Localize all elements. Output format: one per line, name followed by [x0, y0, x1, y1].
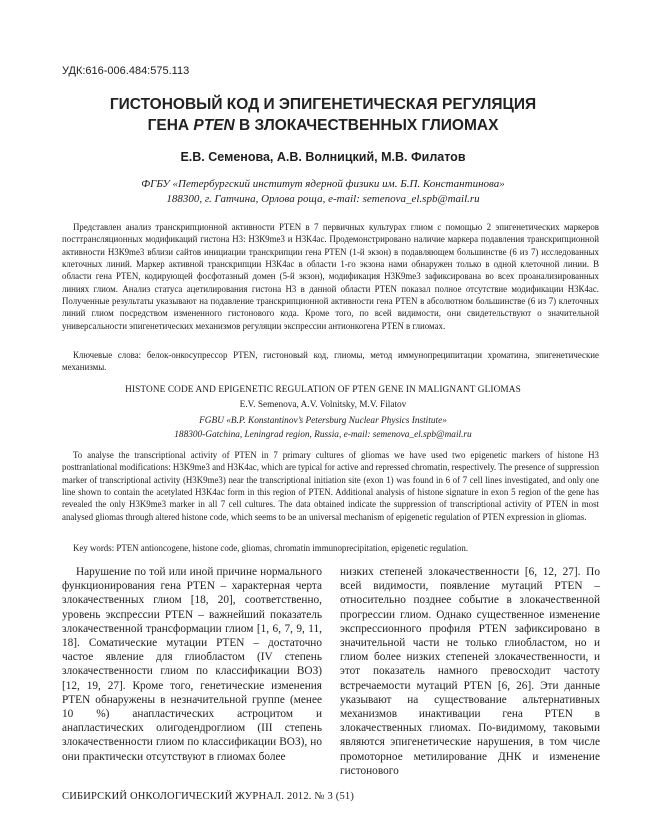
affiliation-line-1: ФГБУ «Петербургский институт ядерной физики им. Б.П. Константинова»: [141, 178, 505, 190]
english-authors: E.V. Semenova, A.V. Volnitsky, M.V. Filatov: [239, 400, 407, 410]
english-affiliation-line-2: 188300-Gatchina, Leningrad region, Russia, e-mail: semenova_el.spb@mail.ru: [174, 430, 472, 440]
title-gene: PTEN: [193, 117, 235, 134]
authors: Е.В. Семенова, А.В. Волницкий, М.В. Филатов: [180, 150, 466, 164]
journal-footer: СИБИРСКИЙ ОНКОЛОГИЧЕСКИЙ ЖУРНАЛ. 2012. № 3 (51): [62, 791, 355, 802]
article-title: [40, 94, 606, 136]
english-affiliation-line-1: FGBU «B.P. Konstantinov’s Petersburg Nuclear Physics Institute»: [199, 416, 447, 426]
abstract-ru: Представлен анализ транскрипционной активности PTEN в 7 первичных культурах глиом с помощью 2 эпигенетических маркеров посттрансляционных модификаций гистона Н3: Н3К9me3 и Н3К4ас. Продемонстрировано наличие маркера подавления транскрипционной активности Н3К9me3 вблизи сайтов инициации транскрипции гена PTEN (1-й экзон) в подавляющем большинстве (6 из 7) исследованных клеточных линий. Маркер активной транскрипции Н3К4ас в области 1-го экзона нами обнаружен только в одной клеточной линии. В области гена PTEN, кодирующей фосфотазный домен (5-й экзон), модификация Н3К9me3 зафиксирована во всех проанализированных линиях глиом. Анализ статуса ацетилирования гистона Н3 в данной области PTEN показал полное отсутствие модификации Н3К4ас. Полученные результаты указывают на подавление транскрипционной активности гена PTEN в абсолютном большинстве (6 из 7) клеточных линий глиом посредством измененного гистонового кода. Кроме того, по всей видимости, они свидетельствуют о значительной универсальности эпигенетических механизмов регуляции экспрессии антионкогена PTEN в глиомах.: [62, 222, 599, 331]
body-column-left: Нарушение по той или иной причине нормального функционирования гена PTEN – характерная черта злокачественных глиом [18, 20], соответственно, уровень экспрессии PTEN – важнейший показатель злокачественной трансформации глиом [1, 6, 7, 9, 11, 18]. Соматические мутации PTEN – достаточно частое явление для глиобластом (IV степень злокачественности глиом по классификации ВОЗ) [12, 19, 27]. Кроме того, генетические изменения PTEN обнаружены в незначительной группе (менее 10 %) анапластических астроцитом и анапластических олигодендроглиом (III степень злокачественности глиом по классификации ВОЗ), но они практически отсутствуют в глиомах более: [62, 566, 322, 763]
affiliation-line-2: 188300, г. Гатчина, Орлова роща, e-mail: semenova_el.spb@mail.ru: [166, 193, 480, 205]
affiliation: [40, 177, 606, 207]
keywords-en: Key words: PTEN antioncogene, histone code, gliomas, chromatin immunoprecipitation, epigenetic regulation.: [73, 543, 469, 553]
title-line-1: ГИСТОНОВЫЙ КОД И ЭПИГЕНЕТИЧЕСКАЯ РЕГУЛЯЦИЯ: [109, 96, 537, 113]
english-affiliation: [40, 414, 606, 442]
english-title: HISTONE CODE AND EPIGENETIC REGULATION OF PTEN GENE IN MALIGNANT GLIOMAS: [125, 385, 521, 395]
body-column-right: низких степеней злокачественности [6, 12, 27]. По всей видимости, появление мутаций PTEN – относительно позднее событие в злокачественной прогрессии глиом. Однако существенное изменение экспрессионного профиля PTEN зафиксировано в значительной части не только глиобластом, но и глиом более низких степеней злокачественности, и этот показатель намного превосходит частоту встречаемости мутаций PTEN [6, 26]. Эти данные указывают на существование альтернативных механизмов инактивации гена PTEN в злокачественных глиомах. По-видимому, таковыми являются эпигенетические нарушения, в том числе промоторное метилирование ДНК и изменение гистонового: [340, 566, 600, 777]
abstract-en: To analyse the transcriptional activity of PTEN in 7 primary cultures of gliomas we have used two epigenetic markers of histone H3 posttranlational modifications: H3K9me3 and H3K4ac, which are typical for active and repressed chromatin, respectively. The presence of suppression marker of transcriptional activity (H3K9me3) near the transcriptional initiation site (exon 1) was found in 6 of 7 cell lines investigated, and only one line shown to contain the acetylated H3K4ac form in this region of PTEN. Additional analysis of histone signature in exon 5 region of the gene has revealed the only H3K9me3 marker in all 7 cell cultures. The data obtained indicate the suppression of transcriptional activity of PTEN in most analysed gliomas through altered histone code, which seems to be an universal mechanism of epigenetic regulation of PTEN expression in gliomas.: [62, 450, 600, 522]
title-part: ГЕНА: [147, 117, 194, 134]
title-line-2: [40, 115, 606, 136]
keywords-ru: Ключевые слова: белок-онкосупрессор PTEN, гистоновый код, глиомы, метод иммунопреципитации хроматина, эпигенетические механизмы.: [62, 350, 599, 373]
udk-code: УДК:616-006.484:575.113: [62, 65, 190, 77]
title-part: В ЗЛОКАЧЕСТВЕННЫХ ГЛИОМАХ: [234, 117, 499, 134]
